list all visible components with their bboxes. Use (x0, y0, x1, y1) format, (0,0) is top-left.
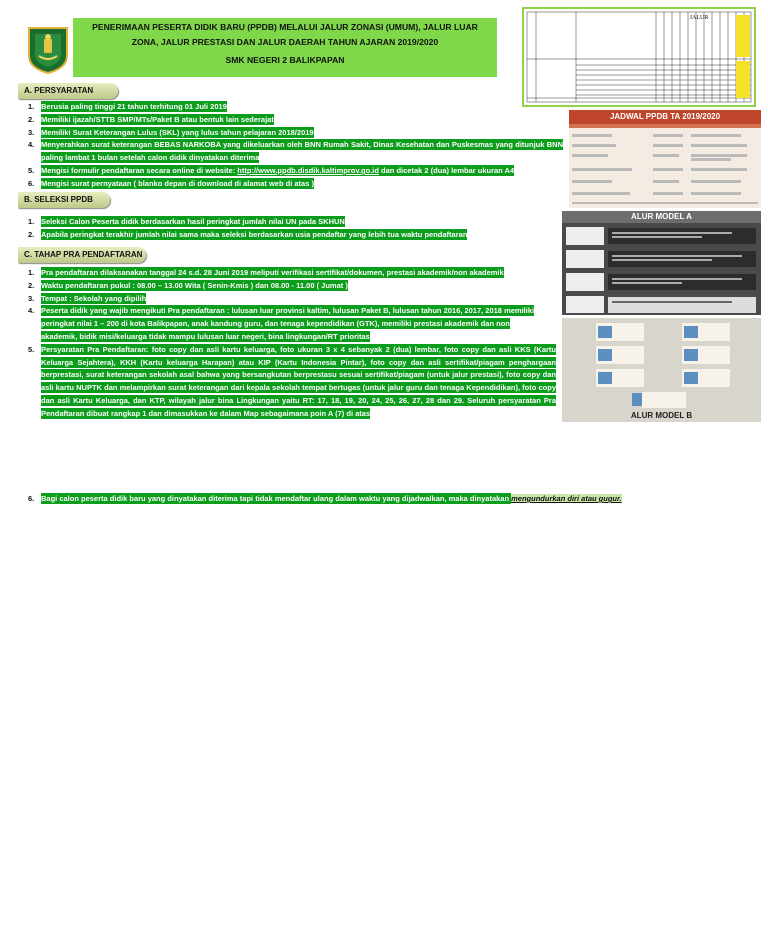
item-text: Waktu pendaftaran pukul : 08.00 – 13.00 Wita ( Senin-Kmis ) dan 08.00 - 11.00 ( Jumat ) (41, 280, 348, 290)
list-item (28, 305, 556, 343)
list-item (28, 267, 556, 280)
item-number: 4. (28, 306, 35, 316)
ppdb-website-link[interactable]: http://www.ppdb.disdik.kaltimprov.go.id (237, 165, 379, 175)
table-header-text: JALUR (689, 15, 709, 21)
persyaratan-list (28, 101, 563, 191)
item-number: 6. (28, 494, 35, 503)
list-item (28, 165, 563, 178)
item-emphasis: mengundurkan diri atau gugur. (511, 494, 622, 503)
list-item (28, 229, 563, 242)
school-name: SMK NEGERI 2 BALIKPAPAN (225, 55, 345, 65)
jadwal-ppdb-image (569, 110, 761, 208)
item-number: 1. (28, 268, 35, 277)
pra-pendaftaran-list (28, 267, 556, 421)
item-text: Seleksi Calon Peserta didik berdasarkan hasil peringkat jumlah nilai UN pada SKHUN (41, 217, 345, 226)
item-text: Pra pendaftaran dilaksanakan tanggal 24 s.d. 28 Juni 2019 meliputi verifikasi sertifikat/dokumen, prestasi akademik/non akademik (41, 268, 504, 277)
item-number: 2. (28, 280, 35, 290)
item-text: Berusia paling tinggi 21 tahun terhitung 01 Juli 2019 (41, 102, 227, 111)
item-number: 5. (28, 165, 35, 175)
kuota-table-graphic (524, 9, 754, 105)
alur-a-graphic (562, 223, 761, 315)
alur-model-a-image (562, 211, 761, 315)
alur-b-title: ALUR MODEL B (630, 411, 693, 420)
alur-b-graphic (562, 318, 761, 410)
item-number: 3. (28, 127, 35, 137)
section-a-heading: A. PERSYARATAN (18, 83, 118, 99)
item-number: 5. (28, 344, 35, 354)
item-text: Memiliki ijazah/STTB SMP/MTs/Paket B atau bentuk lain sederajat (41, 114, 274, 124)
jadwal-title: JADWAL PPDB TA 2019/2020 (569, 110, 761, 124)
item-text: Mengisi surat pernyataan ( blanko depan di download di alamat web di atas ) (41, 178, 314, 188)
item-text: dan dicetak 2 (dua) lembar ukuran A4 (378, 165, 515, 175)
item-text: Memiliki Surat Keterangan Lulus (SKL) yang lulus tahun pelajaran 2018/2019 (41, 127, 314, 137)
list-item (28, 127, 563, 140)
item-text: Tempat : Sekolah yang dipilih (41, 293, 147, 303)
jadwal-table-graphic (569, 124, 761, 208)
header-title-line1: PENERIMAAN PESERTA DIDIK BARU (PPDB) MELALUI JALUR ZONASI (UMUM), JALUR LUAR (92, 22, 478, 32)
alur-model-b-image (562, 318, 761, 422)
item-text: Apabila peringkat terakhir jumlah nilai sama maka seleksi berdasarkan usia pendaftar yang lebih tua waktu pendaftaran (41, 229, 468, 239)
item-number: 4. (28, 140, 35, 150)
list-item (28, 101, 563, 114)
item-number: 2. (28, 114, 35, 124)
item-text: Menyerahkan surat keterangan BEBAS NARKOBA yang dikeluarkan oleh BNN Rumah Sakit, Dinas Kesehatan dan Puskesmas yang ditunjuk BNN paling lambat 1 bulan setelah calon didik dinyatakan diterima (41, 140, 563, 163)
list-item (28, 114, 563, 127)
list-item (28, 139, 563, 165)
alur-a-title: ALUR MODEL A (562, 211, 761, 223)
list-item (28, 344, 556, 421)
seleksi-list (28, 216, 563, 242)
section-c-heading: C. TAHAP PRA PENDAFTARAN (18, 247, 146, 263)
list-item (28, 178, 563, 191)
list-item (28, 293, 556, 306)
page-header (73, 18, 497, 77)
item-text: Persyaratan Pra Pendaftaran: foto copy dan asli kartu keluarga, foto ukuran 3 x 4 sebanyak 2 (dua) lembar, foto copy dan asli KKS (Kartu Keluarga Sejahtera), KKH (Kartu keluarga Harapan) atau KIP (Kartu Indonesia Pintar), foto copy dan asli sertifikat/piagam penghargaan berprestasi, surat keterangan sekolah asal bahwa yang bersangkutan berprestasu sesuai sertifikat/piagam (untuk jalur prestasi), foto copy dan asli kartu NUPTK dan melampirkan surat keterangan dari kepala sekolah tempat bertugas (untuk jalur guru dan tenaga Kependidikan), foto copy dan asli Kartu Keluarga, dan KTP, wilayah jalur bina Lingkungan yaitu RT: 17, 18, 19, 20, 24, 25, 26, 27, 28 dan 29. Seluruh persyaratan Pra Pendaftaran dibuat rangkap 1 dan dimasukkan ke dalam Map sebagaimana poin A (7) di atas (41, 344, 556, 418)
header-title-line2: ZONA, JALUR PRESTASI DAN JALUR DAERAH TAHUN AJARAN 2019/2020 (131, 37, 439, 47)
item-number: 6. (28, 178, 35, 188)
section-b-heading: B. SELEKSI PPDB (18, 192, 110, 208)
school-logo-icon (27, 26, 69, 74)
list-item (28, 216, 563, 229)
list-item (28, 493, 728, 506)
note-6 (28, 493, 728, 506)
item-number: 1. (28, 102, 35, 111)
list-item (28, 280, 556, 293)
item-number: 2. (28, 229, 35, 239)
item-number: 3. (28, 293, 35, 303)
item-text: Peserta didik yang wajib mengikuti Pra pendaftaran : lulusan luar provinsi kaltim, lulusan Paket B, lulusan tahun 2016, 2017, 2018 memiliki peringkat nilai 1 – 200 di kota Balikpapan, anak kandung guru, dan tenaga kependidikan (GTK), memiliki prestasi akademik dan non akademik, bidik misi/keluarga tidak mampu lulusan luar negeri, bina lingkungan/RT prioritas (41, 306, 535, 341)
item-text: Bagi calon peserta didik baru yang dinyatakan diterima tapi tidak mendaftar ulang dalam waktu yang dijadwalkan, maka dinyatakan (41, 494, 512, 503)
item-number: 1. (28, 217, 35, 226)
kuota-table-image (522, 7, 756, 107)
item-text: Mengisi formulir pendaftaran secara online di website: (41, 165, 238, 175)
